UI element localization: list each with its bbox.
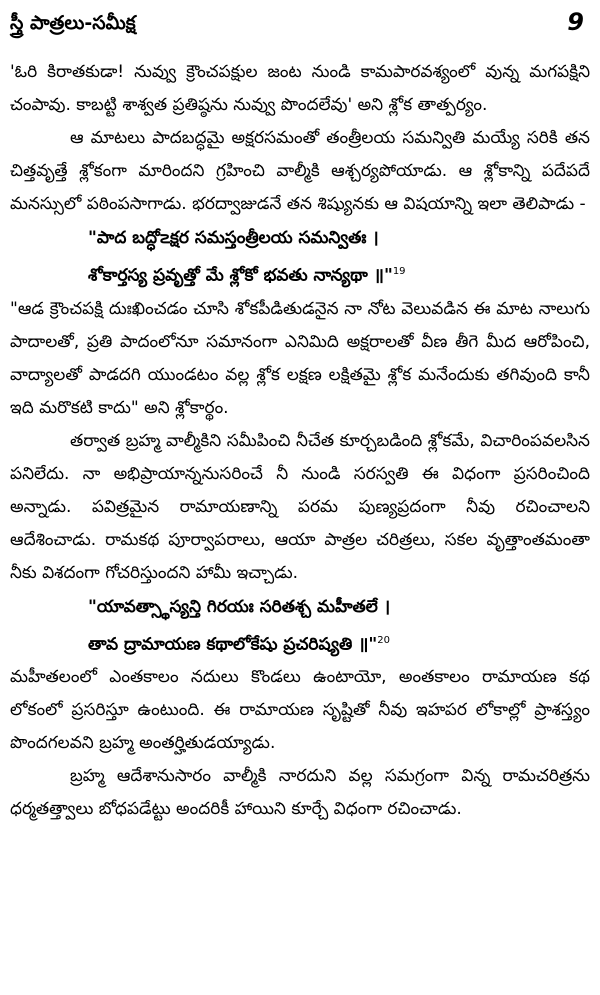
paragraph-4: తర్వాత బ్రహ్మ వాల్మీకిని సమీపించి నీచేత కూర్చబడింది శ్లోకమే, విచారింపవలసిన పనిలేదు. నా అభిప్రాయాన్ననుసరించే నీ నుండి సరస్వతి ఈ విధంగా ప్రసరించింది అన్నాడు. పవిత్రమైన రామాయణాన్ని పరమ పుణ్యప్రదంగా నీవు రచించాలని ఆదేశించాడు. రామకథ పూర్వాపరాలు, ఆయా పాత్రల చరిత్రలు, సకల వృత్తాంతమంతా నీకు విశదంగా గోచరిస్తుందని హామీ ఇచ్చాడు. xyxy=(10,430,590,583)
paragraph-3: "ఆడ క్రౌంచపక్షి దుఃఖించడం చూసి శోకపీడితుడనైన నా నోట వెలువడిన ఈ మాట నాలుగు పాదాలతో, ప్రతి పాదంలోనూ సమానంగా ఎనిమిది అక్షరాలతో వీణ తీగె మీద ఆరోపించి, వాద్యాలతో పాడదగి యుండటం వల్ల శ్లోక లక్షణ లక్షితమై శ్లోక మనేందుకు తగివుంది కానీ ఇది మరొకటి కాదు" అని శ్లోకార్థం. xyxy=(10,298,590,418)
verse-20-line-2 xyxy=(88,624,590,662)
footnote-ref-20: 20 xyxy=(377,634,390,646)
page-body xyxy=(10,56,590,826)
paragraph-1: 'ఓరి కిరాతకుడా! నువ్వు క్రౌంచపక్షుల జంట నుండి కామపారవశ్యంలో వున్న మగపక్షిని చంపావు. కాబట్టి శాశ్వత ప్రతిష్ఠను నువ్వు పొందలేవు' అని శ్లోక తాత్పర్యం. xyxy=(10,62,590,115)
page-number: 9 xyxy=(567,8,584,36)
footnote-ref-19: 19 xyxy=(392,266,406,277)
verse-19-line-2-text: శోకార్తస్య ప్రవృత్తో మే శ్లోకో భవతు నాన్యథా ॥" xyxy=(88,265,393,286)
paragraph-6: బ్రహ్మ ఆదేశానుసారం వాల్మీకి నారదుని వల్ల సమగ్రంగా విన్న రామచరిత్రను ధర్మతత్త్వాలు బోధపడేట్టు అందరికీ హాయిని కూర్చే విధంగా రచించాడు. xyxy=(10,766,590,820)
verse-19-line-2 xyxy=(88,255,590,293)
page-header xyxy=(10,8,590,42)
verse-20-line-2-text: తావ ద్రామాయణ కథాలోకేషు ప్రచరిష్యతి ॥" xyxy=(88,634,378,655)
verse-20 xyxy=(88,590,590,662)
verse-20-line-1: "యావత్స్థాస్యన్తి గిరయః సరితశ్చ మహీతలే । xyxy=(88,596,391,617)
paragraph-5: మహీతలంలో ఎంతకాలం నదులు కొండలు ఉంటాయో, అంతకాలం రామాయణ కథ లోకంలో ప్రసరిస్తూ ఉంటుంది. ఈ రామాయణ సృష్టితో నీవు ఇహపర లోకాల్లో ప్రాశస్త్యం పొందగలవని బ్రహ్మ అంతర్హితుడయ్యాడు. xyxy=(10,667,590,754)
verse-19-line-1: "పాద బద్ధో౽క్షర సమస్తంత్రీలయ సమన్వితః । xyxy=(88,228,379,248)
paragraph-2: ఆ మాటలు పాదబద్ధమై అక్షరసమంతో తంత్రీలయ సమన్వితి మయ్యే సరికి తన చిత్తవృత్తే శ్లోకంగా మారిందని గ్రహించి వాల్మీకి ఆశ్చర్యపోయాడు. ఆ శ్లోకాన్ని పదేపదే మనస్సులో పఠింపసాగాడు. భరద్వాజుడనే తన శిష్యునకు ఆ విషయాన్ని ఇలా తెలిపాడు - xyxy=(10,128,590,214)
verse-19 xyxy=(88,221,590,293)
running-title: స్త్రీ పాత్రలు-సమీక్ష xyxy=(10,12,136,34)
